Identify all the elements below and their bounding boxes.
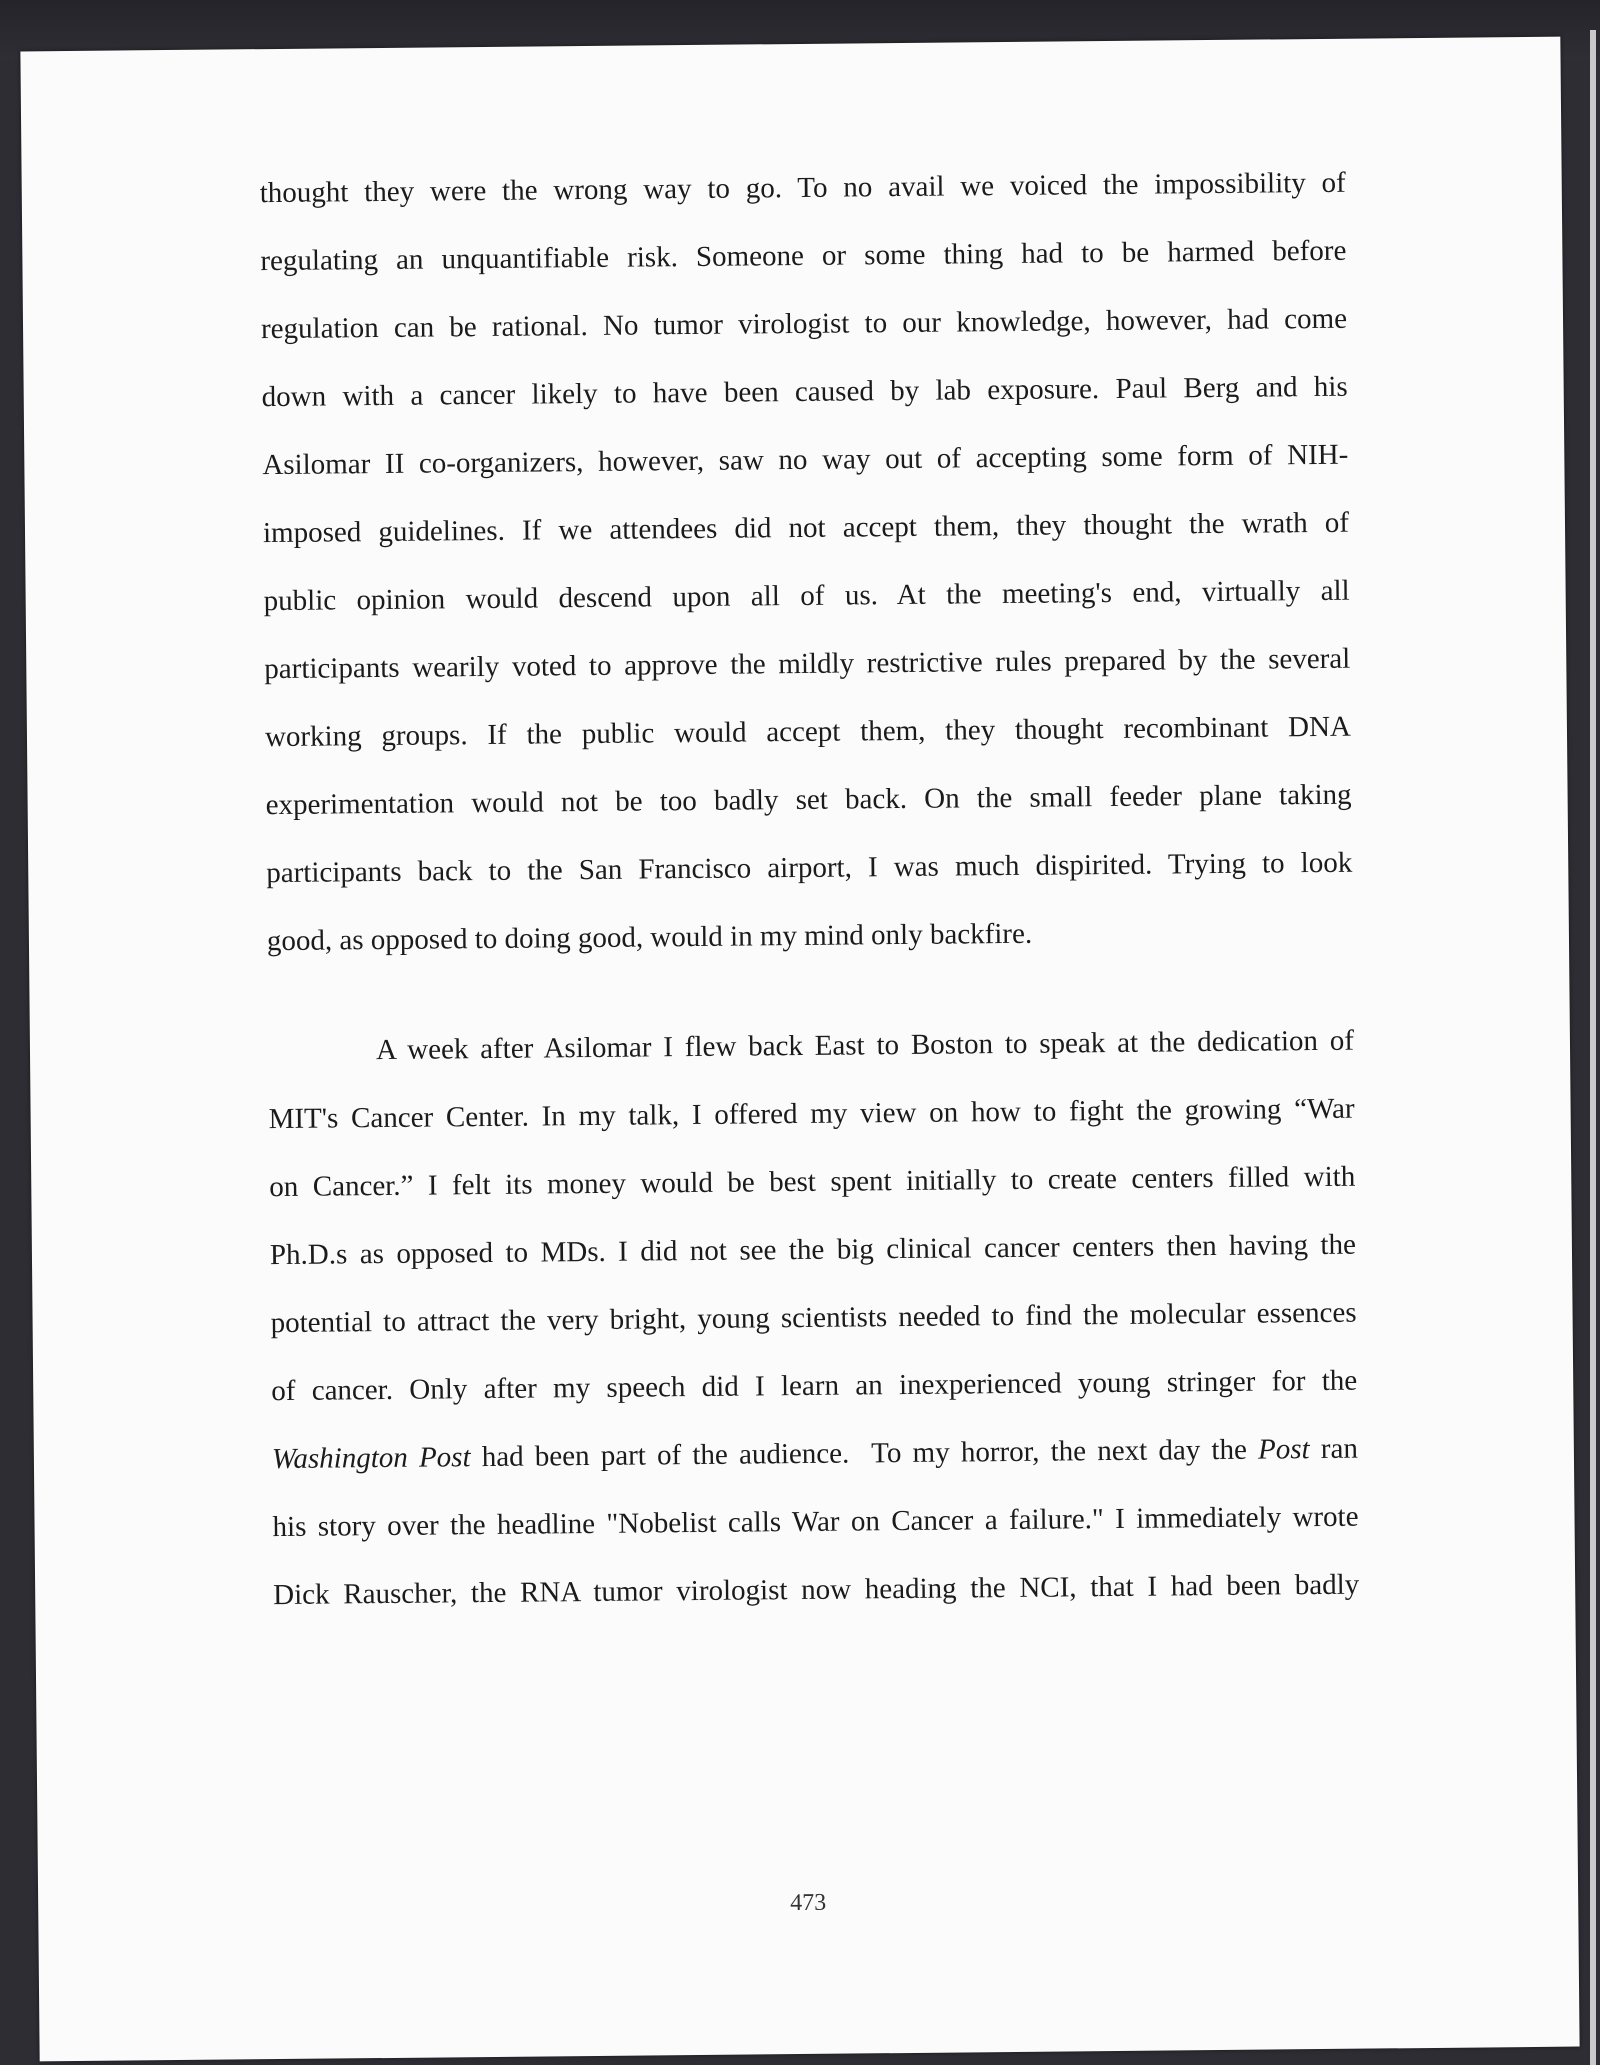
paragraph-line: A week after Asilomar I flew back East to Boston to speak at the dedication of <box>375 1024 1355 1067</box>
paragraph-line: regulation can be rational. No tumor virologist to our knowledge, however, had come <box>260 302 1348 346</box>
paragraph-line: on Cancer.” I felt its money would be best spent initially to create centers filled with <box>269 1160 1356 1204</box>
paragraph-line: thought they were the wrong way to go. To no avail we voiced the impossibility of <box>259 166 1346 210</box>
paragraph-line: working groups. If the public would accept them, they thought recombinant DNA <box>264 710 1352 754</box>
paragraph-line-with-italics <box>272 1429 1358 1479</box>
paragraph-line: Ph.D.s as opposed to MDs. I did not see the big clinical cancer centers then having the <box>269 1228 1357 1272</box>
paragraph-line: down with a cancer likely to have been caused by lab exposure. Paul Berg and his <box>261 370 1348 414</box>
paragraph-1 <box>259 163 1353 958</box>
paragraph-line: MIT's Cancer Center. In my talk, I offered my view on how to fight the growing “War <box>268 1092 1355 1136</box>
paragraph-line: his story over the headline "Nobelist calls War on Cancer a failure." I immediately wrote <box>272 1500 1359 1544</box>
line-text: ran <box>1309 1432 1359 1466</box>
paragraph-line: of cancer. Only after my speech did I learn an inexperienced young stringer for the <box>271 1364 1358 1408</box>
paragraph-line: participants wearily voted to approve the mildly restrictive rules prepared by the several <box>264 642 1351 686</box>
paragraph-line: potential to attract the very bright, young scientists needed to find the molecular essences <box>270 1296 1357 1340</box>
paragraph-line: good, as opposed to doing good, would in my mind only backfire. <box>266 917 1033 958</box>
document-page <box>20 37 1579 2062</box>
paragraph-line: public opinion would descend upon all of us. At the meeting's end, virtually all <box>263 574 1350 618</box>
italic-newspaper-name: Post <box>1257 1433 1310 1466</box>
paragraph-line: imposed guidelines. If we attendees did not accept them, they thought the wrath of <box>262 506 1350 550</box>
paragraph-line: Asilomar II co-organizers, however, saw no way out of accepting some form of NIH- <box>262 438 1349 482</box>
paragraph-line: regulating an unquantifiable risk. Someone or some thing had to be harmed before <box>260 234 1347 278</box>
paragraph-line: experimentation would not be too badly set back. On the small feeder plane taking <box>265 778 1352 822</box>
paragraph-line: Dick Rauscher, the RNA tumor virologist now heading the NCI, that I had been badly <box>273 1568 1360 1612</box>
italic-newspaper-name: Washington Post <box>271 1441 471 1476</box>
underlying-page-edge <box>1590 30 1596 2065</box>
line-text: had been part of the audience. To my horror, the next day the <box>470 1433 1259 1474</box>
paragraph-line: participants back to the San Francisco airport, I was much dispirited. Trying to look <box>266 846 1353 890</box>
paragraph-2 <box>268 1021 1360 1612</box>
page-number: 473 <box>790 1889 827 1917</box>
